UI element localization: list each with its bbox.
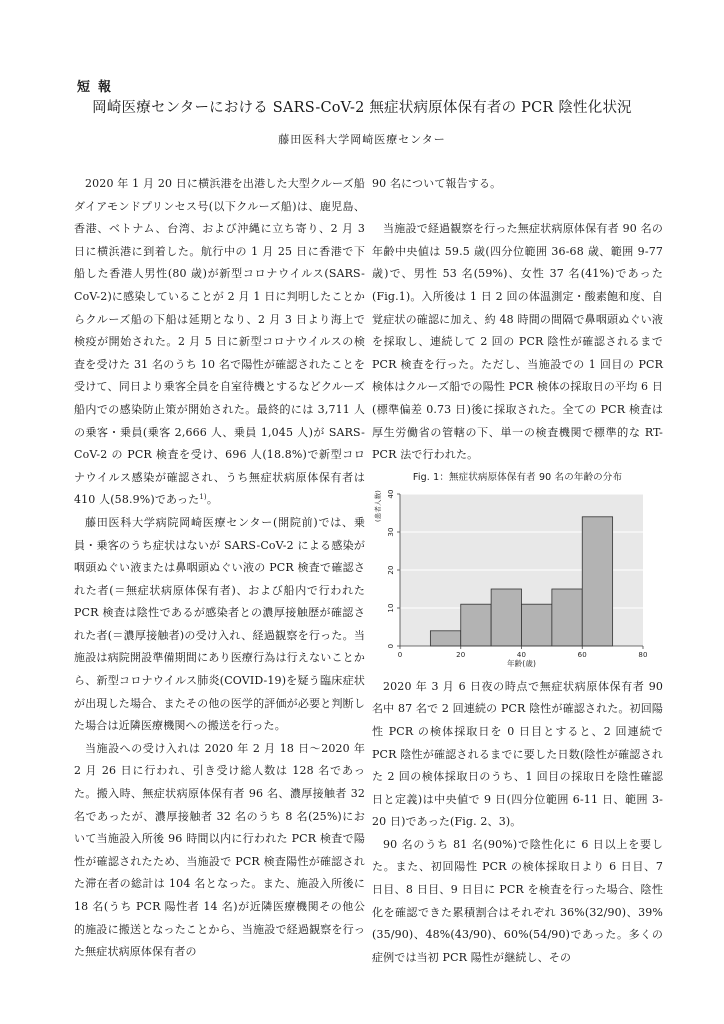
paragraph: 2020 年 1 月 20 日に横浜港を出港した大型クルーズ船ダイアモンドプリンセス号(以下クルーズ船)は、鹿児島、香港、ベトナム、台湾、および沖縄に立ち寄り、2 月 3 日に横浜港に到着した。航行中の 1 月 25 日に香港で下船した香港人男性(80 歳)が新型コロナウイルス(SARS-CoV-2)に感染していることが 2 月 1 日に判明したことからクルーズ船の下船は延期となり、2 月 3 日より海上で検疫が開始された。2 月 5 日に新型コロナウイルスの検査を受けた 31 名のうち 10 名で陽性が確認されたことを受けて、同日より乗客全員を自室待機とするなどクルーズ船内での感染防止策が開始された。最終的には 3,711 人の乗客・乗員(乗客 2,666 人、乗員 1,045 人)が SARS-CoV-2 の PCR 検査を受け、696 人(18.8%)で新型コロナウイルス感染が確認され、うち無症状病原体保有者は 410 人(58.9%)であった$^{1)}$。	[74, 177, 365, 507]
left-column	[74, 173, 365, 964]
histogram-bar	[582, 517, 612, 646]
histogram-bar	[430, 631, 460, 646]
x-tick-label: 40	[516, 650, 527, 659]
y-tick-label: 0	[387, 643, 395, 649]
y-tick-label: 30	[387, 527, 395, 537]
y-tick-label: 40	[387, 489, 395, 499]
paragraph: 90 名のうち 81 名(90%)で陰性化に 6 日以上を要した。また、初回陽性 PCR の検体採取日より 6 日目、7 日目、8 日目、9 日目に PCR を検査を行った場合、陰性化を確認できた累積割合はそれぞれ 36%(32/90)、39%(35/90)、48%(43/90)、60%(54/90)であった。多くの症例では当初 PCR 陽性が継続し、その	[372, 837, 663, 964]
y-tick-label: 10	[387, 603, 395, 613]
y-axis-label: (患者人数)	[374, 489, 382, 522]
histogram-bar	[491, 589, 521, 646]
paper-title: 岡崎医療センターにおける SARS-CoV-2 無症状病原体保有者の PCR 陰性化状況	[92, 100, 632, 116]
section-label: 短報	[77, 80, 120, 95]
reference-marker: 1)	[199, 493, 207, 502]
histogram-bar	[461, 604, 491, 646]
affiliation: 藤田医科大学岡崎医療センター	[278, 133, 446, 146]
paragraph: 90 名について報告する。	[372, 177, 502, 190]
x-axis-label: 年齢(歳)	[506, 658, 537, 668]
x-tick-label: 20	[456, 650, 466, 659]
histogram-bar	[552, 589, 582, 646]
x-tick-label: 60	[577, 650, 587, 659]
x-tick-label: 80	[638, 650, 648, 659]
paragraph: 藤田医科大学病院岡崎医療センター(開院前)では、乗員・乗客のうち症状はないが SARS-CoV-2 による感染が咽頭ぬぐい液または鼻咽頭ぬぐい液の PCR 検査で確認された者(＝無症状病原体保有者)、および船内で行われた PCR 検査は陰性であるが感染者との濃厚接触歴が確認された者(＝濃厚接触者)の受け入れ、経過観察を行った。当施設は病院開設準備期間にあり医療行為は行えないことから、新型コロナウイルス肺炎(COVID-19)を疑う臨床症状が出現した場合、またその他の医学的評価が必要と判断した場合は近隣医療機関への搬送を行った。	[74, 515, 365, 733]
right-column	[372, 173, 663, 969]
x-tick-label: 0	[397, 650, 403, 659]
figure-caption: Fig. 1：無症状病原体保有者 90 名の年齢の分布	[412, 471, 623, 483]
paragraph: 2020 年 3 月 6 日夜の時点で無症状病原体保有者 90 名中 87 名で 2 回連続の PCR 陰性が確認された。初回陽性 PCR の検体採取日を 0 日目とすると、2 回連続で PCR 陰性が確認されるまでに要した日数(陰性が確認された 2 回の検体採取日のうち、1 回目の採取日を陰性確認日と定義)は中央値で 9 日(四分位範囲 6-11 日、範囲 3-20 日)であった(Fig. 2、3)。	[372, 679, 663, 829]
y-tick-label: 20	[387, 565, 395, 575]
age-histogram	[372, 488, 663, 676]
histogram-bar	[522, 604, 552, 646]
age-histogram-svg	[372, 488, 663, 676]
paragraph: 当施設で経過観察を行った無症状病原体保有者 90 名の年齢中央値は 59.5 歳(四分位範囲 36-68 歳、範囲 9-77 歳)で、男性 53 名(59%)、女性 37 名(41%)であった(Fig.1)。入所後は 1 日 2 回の体温測定・酸素飽和度、自覚症状の確認に加え、約 48 時間の間隔で鼻咽頭ぬぐい液を採取し、連続して 2 回の PCR 陰性が確認されるまで PCR 検査を行った。ただし、当施設での 1 回目の PCR 検体はクルーズ船での陽性 PCR 検体の採取日の平均 6 日(標準偏差 0.73 日)後に採取された。全ての PCR 検査は厚生労働省の管轄の下、単一の検査機関で標準的な RT-PCR 法で行われた。	[372, 222, 663, 462]
paragraph: 当施設への受け入れは 2020 年 2 月 18 日～2020 年 2 月 26 日に行われ、引き受け総人数は 128 名であった。搬入時、無症状病原体保有者 96 名、濃厚接触者 32 名であったが、濃厚接触者 32 名のうち 8 名(25%)において当施設入所後 96 時間以内に行われた PCR 検査で陽性が確認されたため、当施設で PCR 検査陽性が確認された滞在者の総計は 104 名となった。また、施設入所後に 18 名(うち PCR 陽性者 14 名)が近隣医療機関その他公的施設に搬送となったことから、当施設で経過観察を行った無症状病原体保有者の	[74, 741, 365, 959]
